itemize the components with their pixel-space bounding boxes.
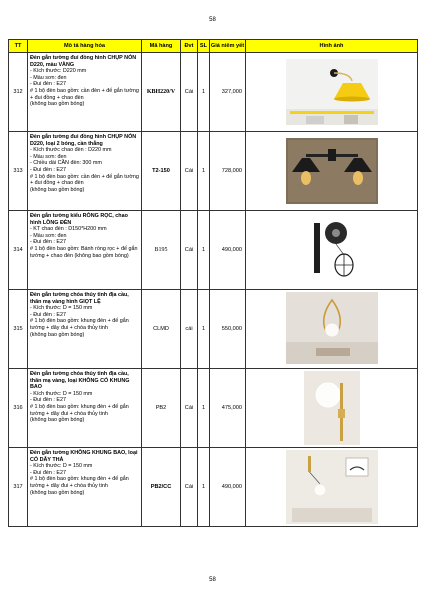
row-tt: 317 — [9, 448, 28, 527]
row-price: 490,000 — [210, 448, 246, 527]
row-description — [28, 132, 142, 211]
header-price: Giá niêm yết — [210, 40, 246, 53]
row-unit: Cái — [181, 132, 198, 211]
row-title: Đèn gắn tường chóa thủy tinh địa cầu, thân mạ vàng, loại KHÔNG CÓ KHUNG BAO — [30, 371, 130, 391]
row-line: # 1 bộ đèn bao gồm: khung đèn + đế gắn tường + dây đui + chóa thủy tinh — [30, 318, 129, 331]
globe-lamp-picture — [246, 369, 418, 447]
row-tt: 312 — [9, 53, 28, 132]
row-line: - Kích thước: D = 150 mm — [30, 463, 93, 470]
row-qty: 1 — [198, 53, 210, 132]
row-line: # 1 bộ đèn bao gồm: khung đèn + đế gắn tường + dây đui + chóa thủy tinh — [30, 403, 129, 417]
row-description — [28, 369, 142, 448]
pulley-lamp-picture — [246, 211, 418, 289]
row-unit: Cái — [181, 448, 198, 527]
row-title: Đèn gắn tường đui đồng hình CHỤP NÓN D220, màu VÀNG — [30, 55, 137, 68]
row-code: B195 — [142, 211, 181, 290]
row-tt: 313 — [9, 132, 28, 211]
row-qty: 1 — [198, 211, 210, 290]
row-title: Đèn gắn tường chóa thủy tinh địa cầu, thân mạ vàng hình GIỌT LỆ — [30, 292, 129, 305]
row-price: 327,000 — [210, 53, 246, 132]
double-cone-lamp-picture — [246, 132, 418, 210]
header-qty: SL — [198, 40, 210, 53]
row-line: - Đui đèn : E27 — [30, 311, 66, 318]
header-code: Mã hàng — [142, 40, 181, 53]
page-number-top: 58 — [209, 17, 216, 23]
row-description — [28, 290, 142, 369]
row-line: - Đui đèn : E27 — [30, 239, 66, 246]
row-tt: 315 — [9, 290, 28, 369]
row-code: PB2/CC — [142, 448, 181, 527]
table-row — [9, 132, 418, 211]
row-qty: 1 — [198, 448, 210, 527]
pendant-globe-lamp-picture — [246, 448, 418, 526]
row-qty: 1 — [198, 369, 210, 448]
header-tt: TT — [9, 40, 28, 53]
header-row — [9, 40, 418, 53]
row-description — [28, 448, 142, 527]
row-line: - Kích thước chao đèn : D220 mm — [30, 147, 112, 154]
row-code: KBH220/V — [142, 53, 181, 132]
row-line: # 1 bộ đèn bao gồm: khung đèn + đế gắn tường + dây đui + chóa thủy tinh — [30, 476, 129, 489]
row-unit: cái — [181, 290, 198, 369]
table-row — [9, 53, 418, 132]
product-image-double-cone-lamp — [246, 132, 418, 211]
row-line: (không bao gồm bóng) — [30, 186, 85, 193]
row-description — [28, 211, 142, 290]
table-row — [9, 448, 418, 527]
row-description — [28, 53, 142, 132]
header-image: Hình ảnh — [246, 40, 418, 53]
row-line: - Kích thước: D = 150 mm — [30, 390, 93, 397]
row-unit: Cái — [181, 211, 198, 290]
row-line: - Kích thước: D = 150 mm — [30, 305, 93, 312]
product-image-globe-lamp — [246, 369, 418, 448]
row-line: - Màu sơn: đen — [30, 153, 67, 160]
row-price: 550,000 — [210, 290, 246, 369]
product-image-pendant-globe-lamp — [246, 448, 418, 527]
row-price: 728,000 — [210, 132, 246, 211]
row-price: 490,000 — [210, 211, 246, 290]
row-line: # 1 bộ đèn bao gồm: cần đèn + đế gắn tường + đui đồng + chao đèn — [30, 87, 139, 101]
page-number-bottom: 58 — [209, 577, 216, 583]
table-row — [9, 290, 418, 369]
row-line: - Đui đèn : E27 — [30, 166, 66, 173]
row-tt: 316 — [9, 369, 28, 448]
row-unit: Cái — [181, 369, 198, 448]
row-price: 475,000 — [210, 369, 246, 448]
row-title: Đèn gắn tường đui đồng hình CHỤP NÓN D220, loại 2 bóng, cần thẳng — [30, 134, 137, 147]
header-description: Mô tả hàng hóa — [28, 40, 142, 53]
row-code: CLMD — [142, 290, 181, 369]
row-line: # 1 bộ đèn bao gồm: cần đèn + đế gắn tường + đui đồng + chao đèn — [30, 173, 139, 187]
product-image-pulley-lamp — [246, 211, 418, 290]
table-row — [9, 211, 418, 290]
row-line: # 1 bộ đèn bao gồm: Bánh ròng rọc + đế gắn tường + chao đèn (không bao gồm bóng) — [30, 245, 138, 259]
row-line: - Màu sơn: đen — [30, 232, 67, 239]
row-line: - Đui đèn : E27 — [30, 397, 66, 404]
row-line: (không bao gồm bóng) — [30, 101, 85, 108]
row-code: PB2 — [142, 369, 181, 448]
row-line: - Đui đèn : E27 — [30, 469, 66, 476]
row-qty: 1 — [198, 290, 210, 369]
row-unit: Cái — [181, 53, 198, 132]
row-line: - Kích thước: D220 mm — [30, 68, 87, 75]
header-unit: Đvt — [181, 40, 198, 53]
row-line: - Đui đèn : E27 — [30, 81, 66, 88]
product-image-teardrop-lamp — [246, 290, 418, 369]
teardrop-lamp-picture — [246, 290, 418, 368]
product-image-yellow-cone-lamp — [246, 53, 418, 132]
row-tt: 314 — [9, 211, 28, 290]
table-row — [9, 369, 418, 448]
product-table — [8, 39, 418, 527]
row-line: - Chiều dài CẦN đèn: 300 mm — [30, 160, 102, 167]
row-title: Đèn gắn tường KHÔNG KHUNG BAO, loại CÓ DÂY THẢ — [30, 450, 138, 463]
row-line: (không bao gồm bóng) — [30, 417, 85, 424]
row-qty: 1 — [198, 132, 210, 211]
yellow-cone-lamp-picture — [246, 53, 418, 131]
row-title: Đèn gắn tường kiểu RÒNG RỌC, chao hình LỒNG ĐÈN — [30, 213, 128, 226]
row-line: - KT chao đèn : D150*H200 mm — [30, 226, 107, 233]
row-line: (không bao gồm bóng) — [30, 489, 85, 496]
row-line: (không bao gồm bóng) — [30, 331, 85, 338]
row-line: - Màu sơn: đen — [30, 74, 67, 81]
row-code: T2-150 — [142, 132, 181, 211]
